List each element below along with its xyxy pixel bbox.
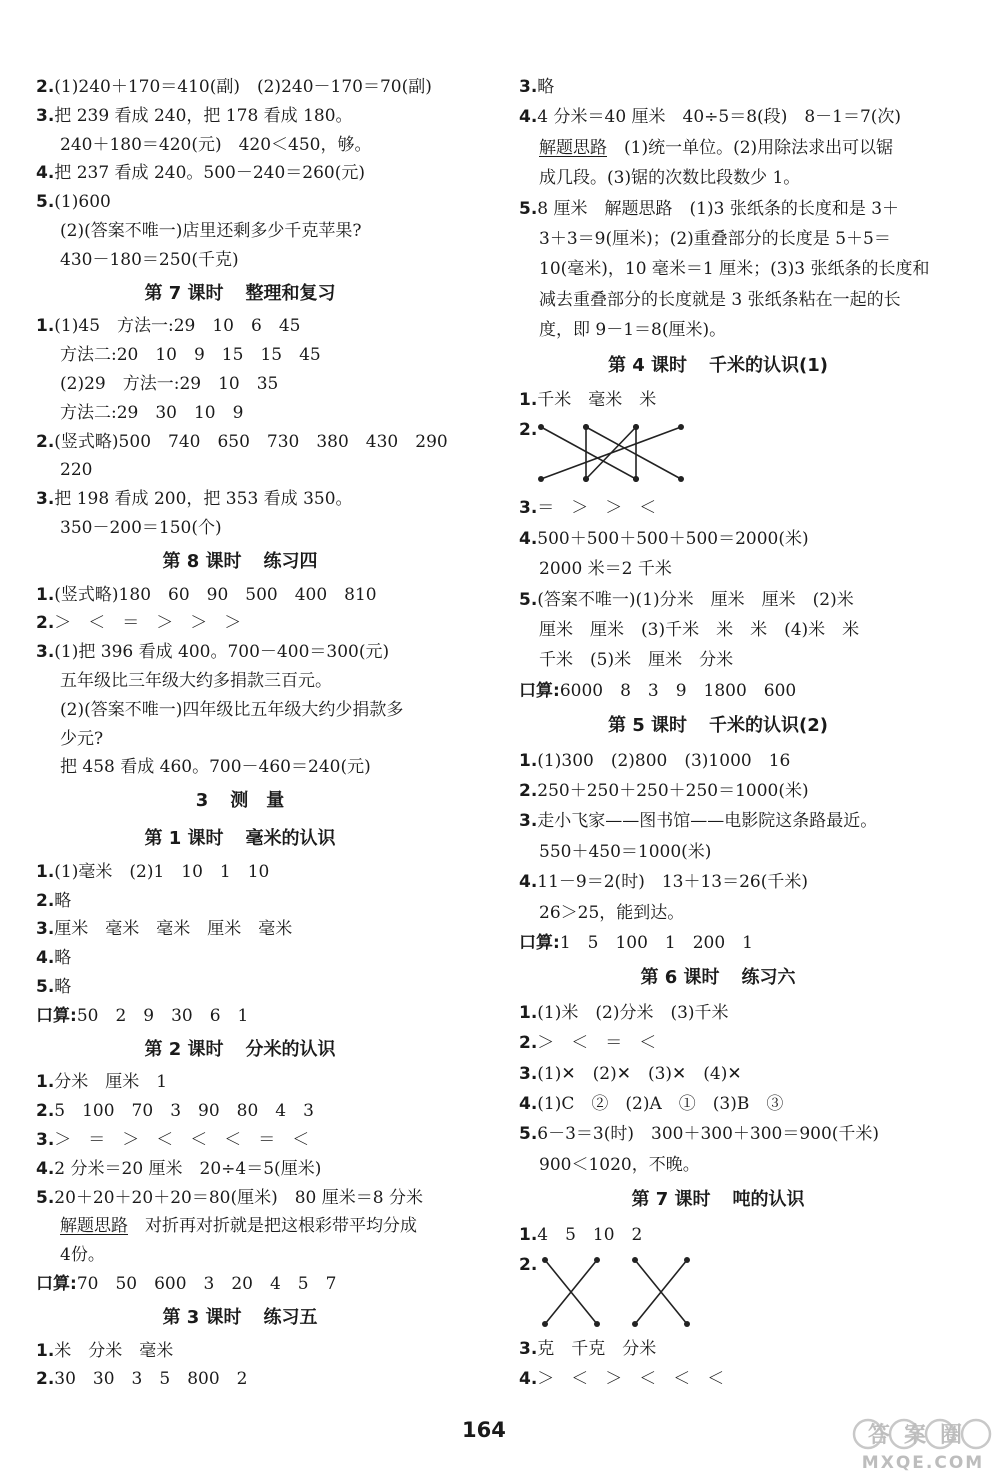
section-heading (144, 1038, 335, 1062)
answer-line (36, 1368, 247, 1390)
question-number: 口算: (519, 680, 560, 701)
question-number: 4. (36, 163, 55, 184)
hint-label: 解题思路 (539, 137, 607, 158)
answer-line (36, 1129, 309, 1151)
answer-text: 千米 毫米 米 (537, 390, 657, 410)
answer-text: (答案不唯一)(1)分米 厘米 厘米 (2)米 (537, 589, 854, 610)
answer-line (36, 1273, 336, 1295)
answer-text: 把 237 看成 240。500－240＝260(元) (54, 163, 366, 184)
answer-line (60, 402, 243, 424)
connection-dot (632, 1257, 638, 1263)
answer-line (36, 1187, 423, 1209)
connection-dot (633, 476, 639, 482)
answer-text: 略 (54, 890, 72, 911)
question-number: 3. (36, 642, 55, 663)
answer-text: 克 千克 分米 (537, 1339, 657, 1359)
question-number: 2. (519, 1033, 538, 1054)
answer-text: (1)600 (54, 192, 111, 213)
question-number: 2. (519, 781, 538, 801)
answer-line (60, 1215, 417, 1237)
answer-line (36, 861, 269, 883)
question-number: 3. (519, 811, 538, 832)
answer-text: 2 分米＝20 厘米 20÷4＝5(厘米) (54, 1158, 322, 1179)
question-number: 口算: (519, 933, 560, 953)
answer-line (519, 1368, 724, 1390)
question-number: 4. (519, 872, 538, 893)
answer-line (519, 871, 808, 893)
answer-text: 70 50 600 3 20 4 5 7 (76, 1274, 337, 1294)
section-heading (608, 354, 828, 378)
answer-text: 220 (60, 460, 93, 481)
question-number: 5. (36, 1187, 55, 1208)
answer-line (539, 1154, 700, 1176)
answer-line (60, 344, 321, 366)
answer-text: 把 458 看成 460。700－460＝240(元) (60, 757, 371, 778)
connection-dot (632, 1321, 638, 1327)
answer-line (519, 1123, 879, 1145)
answer-text: 30 30 3 5 800 2 (54, 1369, 248, 1390)
question-number: 1. (36, 1340, 55, 1361)
question-number: 3. (519, 498, 538, 519)
answer-line (539, 319, 726, 341)
answer-text: (2)(答案不唯一)店里还剩多少千克苹果? (60, 221, 362, 241)
answer-line (519, 1063, 742, 1085)
heading-title: 千米的认识(2) (709, 715, 829, 737)
answer-text: 1 5 100 1 200 1 (559, 933, 753, 953)
answer-line (60, 670, 332, 692)
answer-text: 3＋3＝9(厘米)；(2)重叠部分的长度是 5＋5＝ (539, 229, 891, 249)
answer-line (539, 289, 901, 311)
question-number: 4. (36, 1158, 55, 1179)
answer-line (519, 76, 554, 98)
hint-label: 解题思路 (60, 1216, 128, 1237)
answer-line (60, 134, 372, 156)
answer-text: (竖式略)180 60 90 500 400 810 (54, 584, 377, 605)
answer-text: 50 2 9 30 6 1 (76, 1005, 249, 1026)
question-number: 4. (519, 528, 538, 549)
answer-text: 4 分米＝40 厘米 40÷5＝8(段) 8－1＝7(次) (537, 107, 902, 128)
question-number: 2. (36, 613, 55, 634)
connecting-line (586, 427, 681, 479)
section-heading (162, 550, 317, 574)
answer-text: 550＋450＝1000(米) (539, 841, 712, 862)
heading-lesson: 第 7 课时 (144, 282, 224, 304)
answer-line (539, 167, 800, 189)
answer-text: 900＜1020，不晚。 (539, 1154, 700, 1175)
answer-text: 少元? (60, 728, 104, 749)
answer-line (519, 198, 899, 220)
answer-text: (2)29 方法一:29 10 35 (60, 374, 279, 394)
question-number: 4. (519, 1369, 538, 1390)
answer-text: (1)240＋170＝410(副) (2)240－170＝70(副) (54, 77, 432, 97)
connecting-line (541, 427, 681, 479)
answer-line (36, 315, 300, 337)
answer-text: 8 厘米 解题思路 (1)3 张纸条的长度和是 3＋ (537, 198, 900, 219)
question-number: 1. (36, 1072, 55, 1093)
heading-title: 练习六 (741, 967, 796, 989)
answer-line (519, 1224, 642, 1246)
answer-line (36, 641, 389, 663)
watermark-logo (848, 1412, 998, 1474)
answer-line (36, 1100, 314, 1122)
answer-line (60, 220, 361, 242)
answer-line (539, 619, 859, 641)
connection-dot (583, 476, 589, 482)
connection-dot (594, 1321, 600, 1327)
question-number: 3. (36, 919, 55, 940)
answer-text: 对折再对折就是把这根彩带平均分成 (128, 1216, 417, 1237)
question-number: 3. (36, 489, 55, 510)
answer-line (36, 431, 448, 453)
answer-line (36, 918, 292, 940)
answer-text: 把 198 看成 200，把 353 看成 350。 (54, 489, 353, 510)
answer-line (36, 1340, 173, 1362)
answer-text: 26＞25，能到达。 (539, 902, 685, 923)
connection-dot (684, 1321, 690, 1327)
question-number: 2. (36, 77, 55, 97)
svg-text:答案圈: 答案圈 (867, 1423, 977, 1448)
section-heading (144, 282, 335, 306)
question-number: 4. (519, 1094, 538, 1114)
section-heading (640, 966, 795, 990)
answer-line (539, 841, 711, 863)
question-number: 1. (36, 316, 55, 337)
answer-line (36, 191, 111, 213)
answer-text: (1)✕ (2)✕ (3)✕ (4)✕ (537, 1063, 742, 1084)
question-number: 4. (519, 107, 538, 128)
section-heading (144, 827, 335, 851)
question-number: 1. (519, 1224, 538, 1245)
question-number: 2. (519, 1255, 538, 1275)
answer-text: (竖式略)500 740 650 730 380 430 290 (54, 431, 448, 452)
answer-text: (1)米 (2)分米 (3)千米 (537, 1002, 729, 1023)
answer-text: (1)300 (2)800 (3)1000 16 (537, 750, 791, 771)
answer-text: 度，即 9－1＝8(厘米)。 (539, 320, 727, 341)
answer-line (519, 810, 877, 832)
answer-line (60, 249, 239, 271)
answer-text: 430－180＝250(千克) (60, 249, 239, 270)
answer-line (60, 459, 92, 481)
answer-text: 把 239 看成 240，把 178 看成 180。 (54, 105, 353, 126)
answer-text: 分米 厘米 1 (54, 1072, 168, 1093)
connection-dot (684, 1257, 690, 1263)
answer-line (519, 1254, 537, 1276)
question-number: 2. (36, 1369, 55, 1390)
question-number: 3. (36, 1130, 55, 1150)
answer-text: 千米 (5)米 厘米 分米 (539, 650, 734, 671)
answer-line (60, 373, 278, 395)
answer-line (519, 1002, 729, 1024)
answer-line (36, 1005, 248, 1027)
answer-line (36, 488, 353, 510)
section-heading (631, 1188, 804, 1212)
answer-line (36, 162, 365, 184)
answer-line (539, 649, 733, 671)
answer-text: (1)C ② (2)A ① (3)B ③ (537, 1094, 784, 1114)
answer-text: 成几段。(3)锯的次数比段数少 1。 (539, 168, 801, 189)
heading-lesson: 第 7 课时 (631, 1189, 711, 1211)
heading-lesson: 第 6 课时 (640, 967, 720, 989)
answer-text: 略 (54, 977, 72, 997)
svg-text:MXQE.COM: MXQE.COM (861, 1453, 985, 1473)
connection-dot (542, 1257, 548, 1263)
answer-line (60, 756, 371, 778)
connection-dot (678, 476, 684, 482)
answer-line (60, 1244, 105, 1266)
question-number: 1. (36, 861, 55, 882)
heading-lesson: 第 1 课时 (144, 828, 224, 849)
connection-dot (594, 1257, 600, 1263)
answer-line (519, 497, 656, 519)
answer-text: 走小飞家——图书馆——电影院这条路最近。 (537, 811, 878, 832)
answer-text: 略 (54, 948, 72, 969)
connection-dot (633, 424, 639, 430)
answer-line (36, 947, 71, 969)
connection-dot (678, 424, 684, 430)
answer-text: 4 5 10 2 (537, 1224, 643, 1245)
answer-line (519, 1338, 656, 1360)
answer-line (519, 589, 854, 611)
answer-line (36, 1158, 321, 1180)
answer-line (36, 1071, 167, 1093)
question-number: 3. (519, 1063, 538, 1084)
answer-text: 6－3＝3(时) 300＋300＋300＝900(千米) (537, 1124, 880, 1145)
answer-line (519, 389, 656, 411)
question-number: 1. (36, 584, 55, 605)
answer-line (36, 76, 432, 98)
answer-text: ＞ ＝ ＞ ＜ ＜ ＜ ＝ ＜ (54, 1130, 310, 1150)
answer-line (36, 584, 377, 606)
answer-text: 6000 8 3 9 1800 600 (559, 680, 797, 701)
answer-text: 方法二:29 30 10 9 (60, 402, 244, 423)
question-number: 5. (519, 589, 538, 610)
answer-text: 五年级比三年级大约多捐款三百元。 (60, 671, 332, 691)
answer-line (36, 612, 241, 634)
answer-text: 250＋250＋250＋250＝1000(米) (537, 781, 809, 801)
section-heading (162, 1306, 317, 1330)
answer-line (539, 228, 891, 250)
answer-text: 10(毫米)，10 毫米＝1 厘米；(3)3 张纸条的长度和 (539, 259, 930, 280)
answer-text: (1)把 396 看成 400。700－400＝300(元) (54, 642, 390, 663)
answer-text: (1)45 方法一:29 10 6 45 (54, 316, 301, 337)
heading-title: 练习四 (263, 550, 318, 572)
question-number: 5. (36, 192, 55, 213)
answer-line (36, 890, 71, 912)
question-number: 1. (519, 750, 538, 771)
answer-line (519, 750, 790, 772)
answer-line (519, 106, 901, 128)
answer-text: 方法二:20 10 9 15 15 45 (60, 345, 321, 366)
answer-line (36, 976, 71, 998)
answer-text: 略 (537, 77, 555, 97)
section-heading (196, 789, 285, 813)
question-number: 3. (36, 105, 55, 126)
heading-title: 毫米的认识 (245, 828, 336, 849)
heading-lesson: 第 4 课时 (607, 354, 688, 376)
answer-text: ＝ ＞ ＞ ＜ (537, 498, 657, 519)
question-number: 5. (519, 198, 538, 219)
matching-lines-diagram (537, 421, 737, 489)
question-number: 3. (519, 1339, 538, 1359)
connection-dot (542, 1321, 548, 1327)
connection-dot (583, 424, 589, 430)
heading-title: 吨的认识 (732, 1189, 805, 1211)
answer-text: 米 分米 毫米 (54, 1340, 174, 1361)
heading-lesson: 第 3 课时 (162, 1306, 242, 1328)
question-number: 4. (36, 948, 55, 969)
connection-dot (538, 424, 544, 430)
heading-title: 测 量 (230, 790, 285, 812)
question-number: 1. (519, 390, 538, 410)
connection-dot (538, 476, 544, 482)
answer-text: 4份。 (60, 1245, 105, 1266)
answer-text: (2)(答案不唯一)四年级比五年级大约少捐款多 (60, 699, 404, 720)
question-number: 5. (519, 1124, 538, 1145)
heading-title: 分米的认识 (245, 1038, 336, 1060)
answer-text: (1)统一单位。(2)用除法求出可以锯 (607, 137, 894, 158)
answer-text: 厘米 厘米 (3)千米 米 米 (4)米 米 (539, 620, 860, 640)
heading-lesson: 第 5 课时 (607, 715, 688, 737)
question-number: 2. (36, 890, 55, 911)
answer-line (539, 137, 893, 159)
question-number: 2. (36, 431, 55, 452)
answer-line (519, 528, 809, 550)
heading-lesson: 第 8 课时 (162, 550, 242, 572)
answer-line (60, 699, 403, 721)
answer-line (60, 728, 103, 750)
answer-line (519, 680, 796, 702)
answer-text: ＞ ＜ ＝ ＞ ＞ ＞ (54, 613, 242, 634)
heading-title: 整理和复习 (245, 282, 336, 304)
answer-text: 500＋500＋500＋500＝2000(米) (537, 528, 809, 549)
section-heading (608, 714, 828, 738)
answer-text: (1)毫米 (2)1 10 1 10 (54, 861, 270, 882)
answer-line (519, 932, 753, 954)
answer-line (519, 1032, 656, 1054)
cross-lines-diagram (537, 1256, 737, 1330)
answer-text: 减去重叠部分的长度就是 3 张纸条粘在一起的长 (539, 289, 901, 310)
heading-lesson: 第 2 课时 (144, 1038, 224, 1060)
answer-text: 2000 米＝2 千米 (539, 559, 672, 580)
answer-line (519, 780, 809, 802)
answer-text: 5 100 70 3 90 80 4 3 (54, 1101, 314, 1122)
question-number: 口算: (36, 1274, 77, 1294)
answer-line (539, 558, 672, 580)
answer-text: ＞ ＜ ＝ ＜ (537, 1033, 657, 1054)
answer-text: 20＋20＋20＋20＝80(厘米) 80 厘米＝8 分米 (54, 1187, 423, 1208)
answer-line (519, 419, 537, 441)
question-number: 5. (36, 977, 55, 997)
heading-title: 练习五 (263, 1306, 318, 1328)
answer-line (519, 1093, 783, 1115)
page-number: 164 (462, 1418, 506, 1442)
heading-lesson: 3 (195, 790, 209, 812)
question-number: 2. (519, 420, 538, 441)
answer-text: ＞ ＜ ＞ ＜ ＜ ＜ (537, 1369, 725, 1390)
answer-text: 240＋180＝420(元) 420＜450，够。 (60, 134, 372, 155)
question-number: 3. (519, 77, 538, 97)
answer-line (539, 258, 929, 280)
heading-title: 千米的认识(1) (709, 354, 829, 376)
answer-line (539, 902, 684, 924)
question-number: 1. (519, 1002, 538, 1023)
connecting-line (541, 427, 636, 479)
answer-text: 350－200＝150(个) (60, 518, 222, 538)
question-number: 口算: (36, 1005, 77, 1026)
question-number: 2. (36, 1101, 55, 1122)
answer-text: 厘米 毫米 毫米 厘米 毫米 (54, 919, 293, 940)
answer-line (36, 105, 353, 127)
answer-text: 11－9＝2(时) 13＋13＝26(千米) (537, 872, 808, 893)
answer-line (60, 517, 222, 539)
